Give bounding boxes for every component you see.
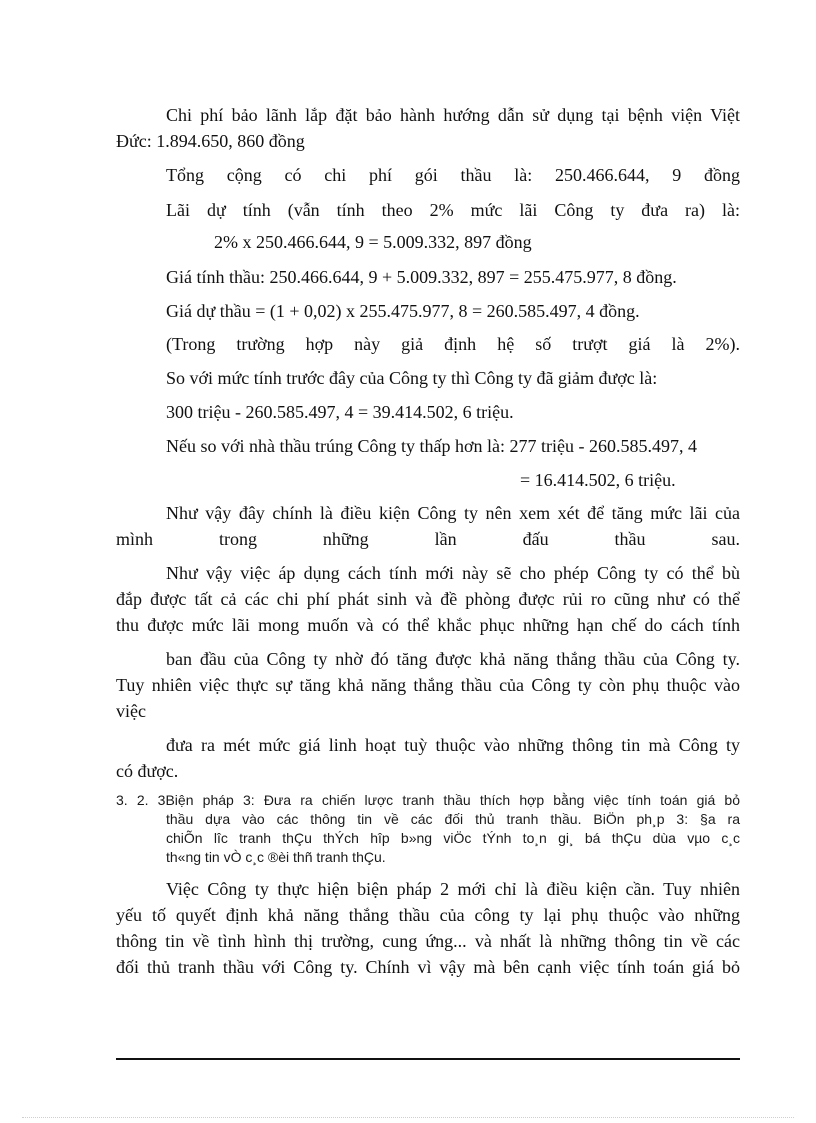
text-line: (Trong trường hợp này giả định hệ số trượt giá là 2%).	[166, 334, 740, 354]
text-line: đưa ra mét mức giá linh hoạt tuỳ thuộc vào những thông tin mà Công ty	[166, 735, 740, 755]
footer-rule	[116, 1058, 740, 1060]
section-heading: 3. 2. 3Biện pháp 3: Đưa ra chiến lược tranh thầu thích hợp bằng việc tính toán giá bỏ	[116, 792, 740, 808]
text-line: Tổng cộng có chi phí gói thầu là: 250.466.644, 9 đồng	[166, 165, 740, 185]
heading-line: chiÕn lîc tranh thÇu thÝch hîp b»ng viÖc tÝnh to¸n gi¸ bá thÇu dùa vµo c¸c	[166, 830, 740, 846]
text-line: việc	[116, 701, 146, 721]
text-line: Như vậy đây chính là điều kiện Công ty nên xem xét để tăng mức lãi của	[166, 503, 740, 523]
text-line: Tuy nhiên việc thực sự tăng khả năng thắng thầu của Công ty còn phụ thuộc vào	[116, 675, 740, 695]
formula-line: 2% x 250.466.644, 9 = 5.009.332, 897 đồng	[214, 232, 532, 252]
text-line: Lãi dự tính (vẫn tính theo 2% mức lãi Công ty đưa ra) là:	[166, 200, 740, 220]
text-line: Đức: 1.894.650, 860 đồng	[116, 131, 305, 151]
text-line: mình trong những lần đấu thầu sau.	[116, 529, 740, 549]
text-line: So với mức tính trước đây của Công ty thì Công ty đã giảm được là:	[166, 368, 658, 388]
text-line: ban đầu của Công ty nhờ đó tăng được khả năng thắng thầu của Công ty.	[166, 649, 740, 669]
text-line: đắp được tất cả các chi phí phát sinh và đề phòng được rủi ro cũng như có thể	[116, 589, 740, 609]
heading-line: thầu dựa vào các thông tin về các đối thủ tranh thầu. BiÖn ph¸p 3: §a ra	[166, 811, 740, 827]
text-line: Giá tính thầu: 250.466.644, 9 + 5.009.332, 897 = 255.475.977, 8 đồng.	[166, 267, 677, 287]
text-line: có được.	[116, 761, 179, 781]
text-line: 300 triệu - 260.585.497, 4 = 39.414.502, 6 triệu.	[166, 402, 514, 422]
text-line: Chi phí bảo lãnh lắp đặt bảo hành hướng dẫn sử dụng tại bệnh viện Việt	[166, 105, 740, 125]
text-line: Nếu so với nhà thầu trúng Công ty thấp hơn là: 277 triệu - 260.585.497, 4	[166, 436, 697, 456]
text-line: Giá dự thầu = (1 + 0,02) x 255.475.977, 8 = 260.585.497, 4 đồng.	[166, 301, 640, 321]
text-line: thông tin về tình hình thị trường, cung ứng... và nhất là những thông tin về các	[116, 931, 740, 951]
text-line: = 16.414.502, 6 triệu.	[520, 470, 676, 490]
text-line: Việc Công ty thực hiện biện pháp 2 mới chỉ là điều kiện cần. Tuy nhiên	[166, 879, 740, 899]
page-bottom-dotted-line	[22, 1117, 794, 1118]
text-line: Như vậy việc áp dụng cách tính mới này sẽ cho phép Công ty có thể bù	[166, 563, 740, 583]
text-line: yếu tố quyết định khả năng thắng thầu của công ty lại phụ thuộc vào những	[116, 905, 740, 925]
text-line: đối thủ tranh thầu với Công ty. Chính vì vậy mà bên cạnh việc tính toán giá bỏ	[116, 957, 740, 977]
text-line: thu được mức lãi mong muốn và có thể khắc phục những hạn chế do cách tính	[116, 615, 740, 635]
heading-line: th«ng tin vÒ c¸c ®èi thñ tranh thÇu.	[166, 849, 386, 865]
